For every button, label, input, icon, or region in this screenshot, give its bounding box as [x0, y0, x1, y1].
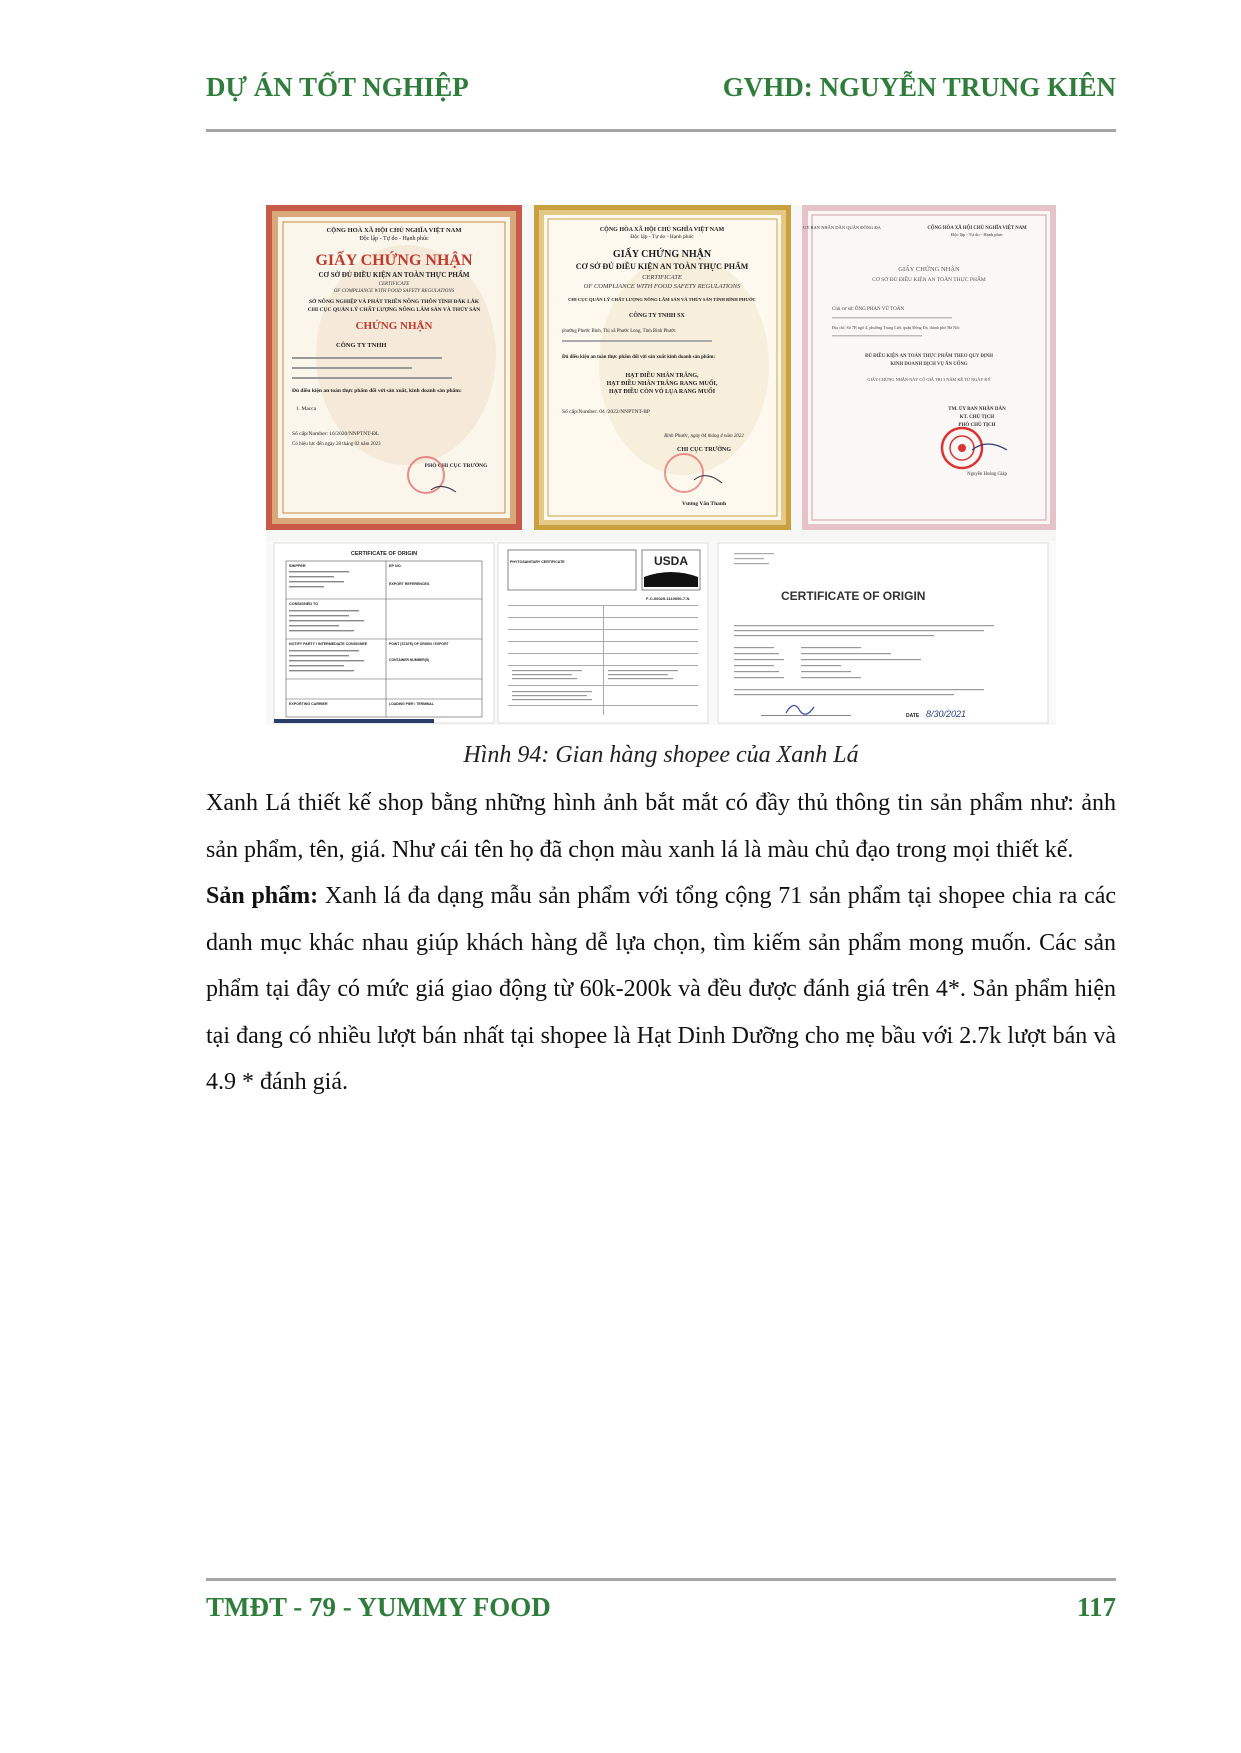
- header-advisor: GVHD: NGUYỄN TRUNG KIÊN: [722, 72, 1116, 102]
- cert1-en1: CERTIFICATE: [378, 282, 410, 287]
- cert2-number: Số cấp/Number: 04 /2022/NNPTNT-BP: [562, 409, 650, 415]
- origin-doc-2: [498, 543, 708, 723]
- cert3-left-header: UY BAN NHÂN DÂN QUẬN ĐỐNG ĐA: [803, 225, 881, 230]
- origin-docs: [266, 541, 1056, 725]
- origin1-notify: NOTIFY PARTY / INTERMEDIATE CONSIGNEE: [289, 642, 368, 646]
- footer-team-name: TMĐT - 79 - YUMMY FOOD: [206, 1592, 551, 1622]
- origin2-phyto-number: F-C-06029-1110050-7-N: [646, 596, 690, 601]
- cert3-right-header2: Độc lập - Tự do - Hạnh phúc: [951, 232, 1003, 237]
- cert1-dept: CHI CỤC QUẢN LÝ CHẤT LƯỢNG NÔNG LÂM SẢN VÀ THỦY SẢN: [307, 307, 481, 313]
- cert1-signer-title: PHÓ CHI CỤC TRƯỞNG: [424, 463, 488, 469]
- footer-rule: [206, 1578, 1116, 1581]
- origin1-exporting: EXPORTING CARRIER: [289, 702, 328, 706]
- certificates-figure: [266, 205, 1056, 725]
- cert3-title: GIẤY CHỨNG NHẬN: [898, 266, 960, 273]
- header-project-title: DỰ ÁN TỐT NGHIỆP: [206, 72, 469, 102]
- cert3-sign1: TM. ỦY BAN NHÂN DÂN: [948, 407, 1006, 412]
- certificate-dak-lak: [266, 205, 522, 530]
- cert3-signer: Nguyễn Hoàng Giáp: [967, 472, 1007, 477]
- page-number: 117: [1076, 1592, 1116, 1622]
- cert2-product3: HẠT ĐIỀU CÒN VỎ LỤA RANG MUỐI: [608, 389, 716, 395]
- products-text: Xanh lá đa dạng mẫu sản phẩm với tổng cộng 71 sản phẩm tại shopee chia ra các danh mục khác nhau giúp khách hàng dễ lựa chọn, tìm kiếm sản phẩm mong muốn. Các sản phẩm tại đây có mức giá giao động từ 60k-200k và đều được đánh giá trên 4*. Sản phẩm hiện tại đang có nhiều lượt bán nhất tại shopee là Hạt Dinh Dưỡng cho mẹ bầu với 2.7k lượt bán và 4.9 * đánh giá.: [206, 883, 1116, 1095]
- origin1-export-ref: EXPORT REFERENCES: [389, 582, 430, 586]
- cert2-signer-title: CHI CỤC TRƯỞNG: [676, 447, 732, 453]
- cert2-address: phường Phước Bình, Thị xã Phước Long, Tỉnh Bình Phước: [562, 329, 676, 334]
- cert3-condition2: KINH DOANH DỊCH VỤ ĂN UỐNG: [890, 362, 968, 367]
- page-footer: [206, 1592, 1116, 1632]
- cert2-en2: OF COMPLIANCE WITH FOOD SAFETY REGULATIONS: [583, 283, 741, 290]
- cert2-company: CÔNG TY TNHH SX: [629, 313, 685, 319]
- cert3-sign3: PHÓ CHỦ TỊCH: [958, 423, 996, 428]
- cert3-condition: ĐỦ ĐIỀU KIỆN AN TOÀN THỰC PHẨM THEO QUY ĐỊNH: [865, 354, 993, 359]
- page-header: [206, 72, 1116, 112]
- certificate-dong-da: [802, 205, 1056, 530]
- origin1-epno: EP NO.: [389, 564, 402, 568]
- cert1-valid: Có hiệu lực đến ngày 28 tháng 02 năm 2023: [292, 442, 381, 447]
- cert3-subtitle: CƠ SỞ ĐỦ ĐIỀU KIỆN AN TOÀN THỰC PHẨM: [872, 277, 986, 283]
- cert3-sign2: KT. CHỦ TỊCH: [959, 415, 995, 420]
- cert2-line1: CỘNG HÒA XÃ HỘI CHỦ NGHĨA VIỆT NAM: [599, 227, 725, 233]
- origin-doc-3: [718, 543, 1048, 723]
- paragraph-design: Xanh Lá thiết kế shop bằng những hình ảnh bắt mắt có đầy thủ thông tin sản phẩm như: ảnh sản phẩm, tên, giá. Như cái tên họ đã chọn màu xanh lá là màu chủ đạo trong mọi thiết kế.: [206, 790, 1116, 863]
- origin2-phyto: PHYTOSANITARY CERTIFICATE: [510, 560, 565, 564]
- cert1-title: GIẤY CHỨNG NHẬN: [315, 252, 473, 269]
- cert2-product1: HẠT ĐIỀU NHÂN TRẮNG,: [625, 373, 699, 379]
- origin1-container: CONTAINER NUMBER(S): [389, 658, 430, 662]
- certificate-binh-phuoc: [534, 205, 791, 530]
- paragraph-products: [206, 873, 1116, 1106]
- cert1-org: SỞ NÔNG NGHIỆP VÀ PHÁT TRIỂN NÔNG THÔN TỈNH ĐẮK LẮK: [308, 299, 480, 305]
- cert2-place-date: Bình Phước, ngày 04 tháng 4 năm 2022: [664, 434, 744, 439]
- cert1-en2: OF COMPLIANCE WITH FOOD SAFETY REGULATIONS: [333, 289, 455, 294]
- origin1-shipper: SHIPPER: [289, 564, 306, 568]
- cert2-condition: Đủ điều kiện an toàn thực phẩm đối với sản xuất kinh doanh sản phẩm:: [562, 355, 716, 360]
- cert3-validity: GIẤY CHỨNG NHẬN NÀY CÓ GIÁ TRỊ 3 NĂM KỂ TỪ NGÀY KÝ: [867, 377, 991, 382]
- cert1-item: 1. Macca: [296, 406, 317, 412]
- cert3-right-header1: CỘNG HÒA XÃ HỘI CHỦ NGHĨA VIỆT NAM: [927, 226, 1027, 231]
- cert2-signer: Vương Văn Thanh: [681, 501, 727, 507]
- body-text: [206, 780, 1116, 1106]
- cert1-number: Số cấp/Number: 16/2020/NNPTNT-ĐL: [292, 431, 380, 437]
- origin3-date-label: DATE: [906, 713, 920, 719]
- usda-logo-icon: USDA: [653, 554, 689, 568]
- origin1-title: CERTIFICATE OF ORIGIN: [350, 551, 418, 557]
- cert2-product2: HẠT ĐIỀU NHÂN TRẮNG RANG MUỐI,: [606, 381, 718, 387]
- header-rule: [206, 129, 1116, 132]
- origin1-point: POINT (STATE) OF ORIGIN / EXPORT: [389, 642, 449, 646]
- cert1-line1: CỘNG HOÀ XÃ HỘI CHỦ NGHĨA VIỆT NAM: [326, 227, 462, 234]
- products-label: Sản phẩm:: [206, 883, 319, 909]
- cert1-condition: Đủ điều kiện an toàn thực phẩm đối với sản xuất, kinh doanh sản phẩm:: [292, 388, 462, 394]
- cert3-address: Địa chỉ: Số 7B ngõ 4, phường Trung Liệt, quận Đống Đa, thành phố Hà Nội: [832, 325, 960, 330]
- figure-caption: Hình 94: Gian hàng shopee của Xanh Lá: [463, 742, 859, 768]
- origin-doc-1: [274, 543, 494, 723]
- cert3-owner: Chủ cơ sở: ÔNG PHAN VŨ TOÀN: [832, 307, 904, 312]
- cert2-title: GIẤY CHỨNG NHẬN: [612, 249, 712, 260]
- origin1-loading: LOADING PIER / TERMINAL: [389, 702, 434, 706]
- cert1-subtitle: CƠ SỞ ĐỦ ĐIỀU KIỆN AN TOÀN THỰC PHẨM: [318, 271, 470, 279]
- certificates-image: [266, 205, 1056, 725]
- cert2-line2: Độc lập - Tự do - Hạnh phúc: [630, 234, 694, 240]
- cert1-chung-nhan: CHỨNG NHẬN: [355, 320, 433, 332]
- cert1-company: CÔNG TY TNHH: [336, 342, 387, 349]
- origin1-consigned: CONSIGNED TO: [289, 602, 319, 606]
- origin3-title: CERTIFICATE OF ORIGIN: [781, 589, 926, 603]
- origin3-date-value: 8/30/2021: [926, 709, 967, 719]
- cert1-line2: Độc lập - Tự do - Hạnh phúc: [359, 236, 429, 242]
- cert2-dept: CHI CỤC QUẢN LÝ CHẤT LƯỢNG NÔNG LÂM SẢN VÀ THỦY SẢN TỈNH BÌNH PHƯỚC: [568, 297, 756, 302]
- cert2-en1: CERTIFICATE: [642, 274, 682, 281]
- cert2-subtitle: CƠ SỞ ĐỦ ĐIỀU KIỆN AN TOÀN THỰC PHẨM: [575, 262, 749, 271]
